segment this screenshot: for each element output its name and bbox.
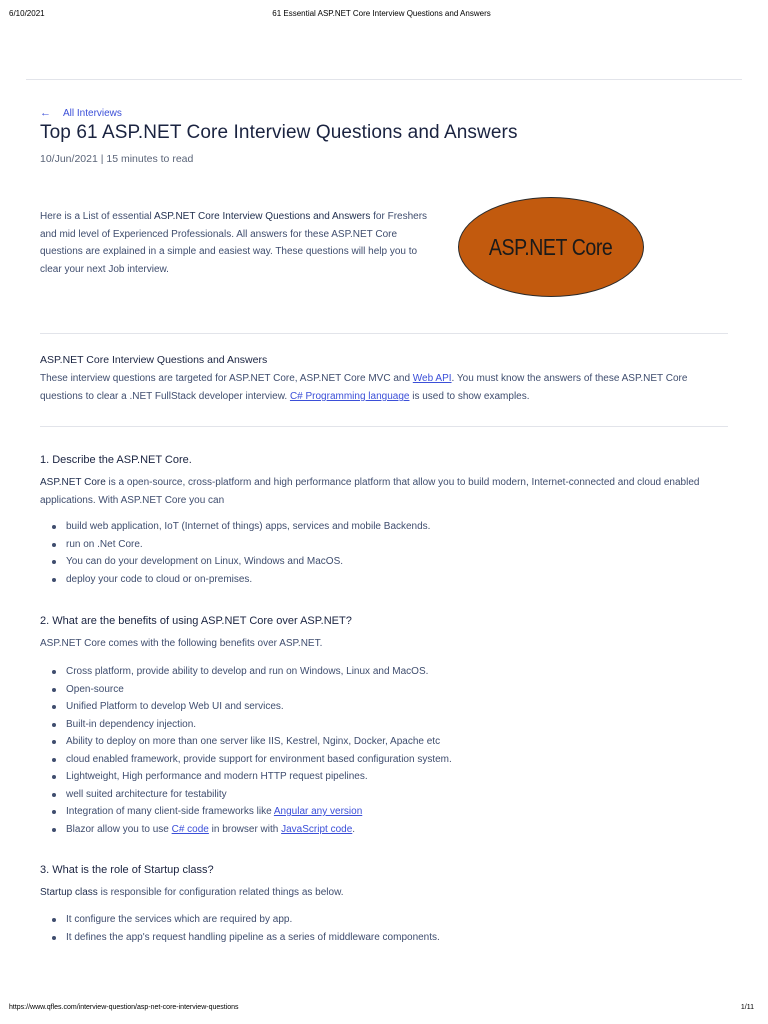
question-2-list [40,663,452,838]
question-2-heading: 2. What are the benefits of using ASP.NET Core over ASP.NET? [40,615,352,627]
print-date: 6/10/2021 [9,9,45,18]
overview-paragraph [40,370,730,406]
list-item-text: Integration of many client-side frameworks like [66,806,274,817]
list-item-text: in browser with [208,823,282,835]
section-divider [40,426,728,427]
javascript-code-link[interactable]: JavaScript code [281,823,353,835]
list-item: run on .Net Core. [66,536,430,554]
article-meta: 10/Jun/2021 | 15 minutes to read [40,153,194,165]
page-title: Top 61 ASP.NET Core Interview Questions and Answers [40,122,518,143]
intro-paragraph [40,208,430,278]
intro-strong: ASP.NET Core Interview Questions and Answers [153,211,371,222]
question-3-answer [40,884,730,902]
arrow-left-icon: ← [40,107,51,119]
section-divider [40,333,728,334]
question-1-answer [40,474,730,510]
print-page-number: 1/11 [740,1004,754,1011]
back-to-interviews-link[interactable] [40,107,122,119]
list-item: Unified Platform to develop Web UI and services. [66,698,452,716]
list-item: Built-in dependency injection. [66,716,452,734]
question-3-list [40,911,440,946]
question-1-list [40,518,430,588]
overview-text: These interview questions are targeted for ASP.NET Core, ASP.NET Core MVC and [40,373,413,384]
list-item: cloud enabled framework, provide support for environment based configuration system. [66,751,452,769]
web-api-link[interactable]: Web API [412,373,452,384]
list-item: Open-source [66,681,452,699]
list-item: Ability to deploy on more than one server like IIS, Kestrel, Nginx, Docker, Apache etc [66,733,452,751]
print-url: https://www.qfles.com/interview-question/asp-net-core-interview-questions [9,1004,239,1011]
list-item: well suited architecture for testability [66,786,452,804]
list-item: Lightweight, High performance and modern HTTP request pipelines. [66,768,452,786]
intro-text-rest: for Freshers and mid level of Experienced Professionals. All answers for these ASP.NET Core questions are explained in a simple and easiest way. These questions will help you to clear your next Job interview. [40,211,428,275]
list-item: deploy your code to cloud or on-premises. [66,571,430,589]
overview-text: is used to show examples. [409,391,530,402]
overview-heading: ASP.NET Core Interview Questions and Answers [40,354,268,366]
answer-strong: ASP.NET Core [40,477,106,488]
csharp-code-link[interactable]: C# code [171,823,209,835]
question-2-answer: ASP.NET Core comes with the following benefits over ASP.NET. [40,638,323,649]
list-item: You can do your development on Linux, Windows and MacOS. [66,553,430,571]
angular-link[interactable]: Angular any version [273,806,363,817]
list-item: Cross platform, provide ability to develop and run on Windows, Linux and MacOS. [66,663,452,681]
overview-text: . You must know the answers of these ASP.NET Core questions to clear a .NET FullStack developer interview. [40,373,688,402]
question-1-heading: 1. Describe the ASP.NET Core. [40,454,192,466]
header-divider [26,79,742,80]
list-item-text: Blazor allow you to use [66,823,172,835]
list-item: It configure the services which are required by app. [66,911,440,929]
print-doc-title: 61 Essential ASP.NET Core Interview Questions and Answers [272,9,491,18]
answer-text: is a open-source, cross-platform and high performance platform that allow you to build modern, Internet-connected and cloud enabled applications. With ASP.NET Core you can [40,477,700,506]
back-link-label: All Interviews [63,107,122,119]
intro-text: Here is a List of essential [40,211,154,222]
list-item-text: . [352,823,356,835]
csharp-language-link[interactable]: C# Programming language [289,391,410,402]
print-header [9,9,754,21]
question-3-heading: 3. What is the role of Startup class? [40,864,214,876]
print-footer [9,1004,754,1016]
answer-strong: Startup class [40,887,98,898]
list-item: It defines the app's request handling pipeline as a series of middleware components. [66,929,440,947]
list-item [66,803,452,821]
logo-text: ASP.NET Core [489,233,613,260]
list-item [66,821,452,839]
answer-text: is responsible for configuration related things as below. [97,887,344,898]
aspnet-core-logo [458,197,644,297]
list-item: build web application, IoT (Internet of things) apps, services and mobile Backends. [66,518,430,536]
